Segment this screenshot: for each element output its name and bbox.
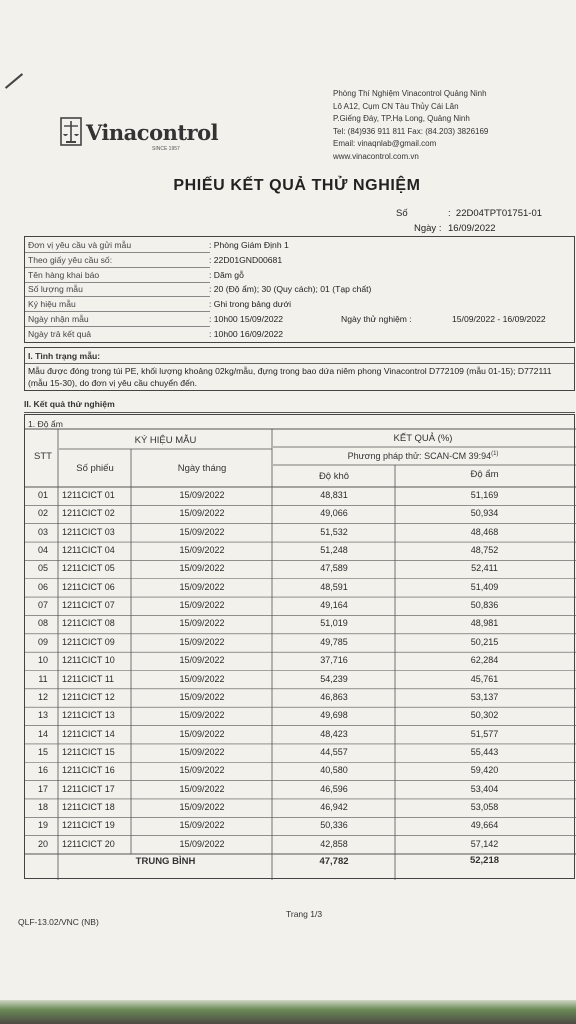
cell-kho: 50,336 — [320, 820, 348, 831]
cell-am: 52,411 — [471, 563, 498, 574]
cell-am: 53,404 — [470, 783, 499, 794]
cell-so: 1211CICT 18 — [62, 801, 115, 812]
cell-date: 15/09/2022 — [179, 563, 225, 574]
cell-kho: 49,698 — [320, 710, 348, 721]
cell-stt: 02 — [37, 508, 48, 519]
header-ky-hieu-mau: KÝ HIỆU MẪU — [134, 435, 197, 446]
cell-kho: 44,557 — [320, 746, 348, 757]
cell-kho: 49,164 — [320, 600, 348, 611]
info-value: : Ghi trong bảng dưới — [209, 299, 292, 309]
info-label: Ngày nhận mẫu — [28, 314, 89, 324]
form-code: QLF-13.02/VNC (NB) — [18, 917, 99, 927]
results-table — [24, 414, 575, 879]
cell-kho: 49,066 — [320, 508, 348, 519]
page-number: Trang 1/3 — [286, 909, 323, 919]
lab-address — [333, 88, 488, 164]
scales-icon — [58, 115, 86, 149]
info-value: : 10h00 15/09/2022 — [209, 314, 284, 324]
cell-am: 48,981 — [470, 618, 499, 629]
cell-stt: 16 — [37, 765, 48, 776]
cell-kho: 54,239 — [320, 673, 348, 684]
vinacontrol-logo — [58, 115, 219, 159]
logo-since: SINCE 1957 — [152, 146, 180, 152]
lab-address-line: Lô A12, Cụm CN Tàu Thủy Cái Lân — [333, 101, 459, 111]
cell-am: 53,058 — [470, 801, 499, 812]
info-label: Ngày trả kết quả — [28, 329, 92, 339]
cell-so: 1211CICT 14 — [62, 728, 115, 739]
sample-condition-heading: I. Tình trạng mẫu: — [28, 351, 101, 361]
cell-stt: 08 — [37, 618, 48, 629]
cell-date: 15/09/2022 — [179, 618, 225, 629]
moisture-subheading: 1. Độ ẩm — [28, 419, 63, 429]
ngay-label: Ngày : — [414, 223, 442, 234]
cell-am: 48,752 — [470, 545, 499, 556]
ngay-value: 16/09/2022 — [448, 223, 496, 234]
cell-am: 50,302 — [470, 710, 499, 721]
cell-date: 15/09/2022 — [179, 508, 225, 519]
lab-name: Phòng Thí Nghiệm Vinacontrol Quảng Ninh — [333, 89, 487, 98]
pen-mark — [5, 73, 23, 89]
cell-am: 45,761 — [470, 673, 499, 684]
cell-stt: 12 — [37, 691, 48, 702]
cell-stt: 19 — [37, 820, 48, 831]
test-date-value: 15/09/2022 - 16/09/2022 — [452, 314, 546, 324]
cell-kho: 51,532 — [320, 526, 348, 537]
average-do-kho: 47,782 — [319, 856, 349, 867]
cell-kho: 42,858 — [320, 838, 348, 849]
cell-am: 51,169 — [470, 490, 499, 500]
cell-date: 15/09/2022 — [179, 820, 225, 831]
info-label: Ký hiệu mẫu — [28, 299, 76, 309]
cell-date: 15/09/2022 — [179, 801, 225, 812]
results-heading: II. Kết quả thử nghiệm — [24, 399, 115, 409]
cell-so: 1211CICT 17 — [62, 783, 115, 794]
info-value: : 10h00 16/09/2022 — [209, 329, 284, 339]
cell-so: 1211CICT 07 — [62, 600, 115, 611]
info-value: : Phòng Giám Định 1 — [209, 240, 289, 250]
cell-date: 15/09/2022 — [179, 636, 225, 647]
header-do-am: Độ ẩm — [470, 469, 499, 480]
lab-website: www.vinacontrol.com.vn — [333, 151, 419, 161]
cell-date: 15/09/2022 — [179, 783, 225, 794]
cell-kho: 46,942 — [320, 801, 348, 812]
cell-so: 1211CICT 05 — [62, 563, 115, 574]
cell-date: 15/09/2022 — [179, 765, 225, 776]
info-row — [25, 298, 574, 311]
cell-so: 1211CICT 11 — [62, 673, 115, 684]
cell-stt: 11 — [38, 673, 48, 684]
cell-am: 49,664 — [470, 820, 499, 831]
info-label: Theo giấy yêu cầu số: — [28, 255, 113, 265]
cell-kho: 40,580 — [320, 765, 348, 776]
cell-am: 57,142 — [470, 838, 499, 849]
cell-am: 50,215 — [470, 636, 499, 647]
cell-kho: 49,785 — [320, 636, 348, 647]
cell-date: 15/09/2022 — [179, 691, 225, 702]
document-title: PHIẾU KẾT QUẢ THỬ NGHIỆM — [173, 177, 421, 194]
cell-so: 1211CICT 15 — [62, 746, 115, 757]
so-label: Số — [396, 208, 408, 219]
info-label: Số lượng mẫu — [28, 284, 83, 294]
cell-am: 59,420 — [470, 765, 499, 776]
cell-so: 1211CICT 04 — [62, 545, 115, 556]
info-row — [25, 328, 574, 341]
lab-city: P.Giếng Đáy, TP.Hạ Long, Quảng Ninh — [333, 114, 470, 124]
cell-date: 15/09/2022 — [179, 728, 225, 739]
cell-stt: 10 — [37, 655, 48, 666]
cell-so: 1211CICT 06 — [62, 581, 115, 592]
cell-stt: 13 — [37, 710, 48, 721]
cell-date: 15/09/2022 — [179, 673, 225, 684]
cell-stt: 17 — [37, 783, 48, 794]
cell-so: 1211CICT 01 — [62, 490, 115, 500]
cell-kho: 46,596 — [320, 783, 348, 794]
cell-kho: 51,248 — [320, 545, 348, 556]
sample-condition-text: Mẫu được đóng trong túi PE, khối lượng khoảng 02kg/mẫu, đựng trong bao dứa niêm phong Vinacontrol D772109 (mẫu 01-15); D772111 (mẫu 15-30), do đơn vị yêu cầu chuyển đến. — [28, 366, 552, 388]
cell-date: 15/09/2022 — [179, 746, 225, 757]
header-ngay-thang: Ngày tháng — [177, 463, 227, 474]
cell-date: 15/09/2022 — [179, 600, 225, 611]
cell-kho: 48,423 — [320, 728, 348, 739]
cell-so: 1211CICT 09 — [62, 636, 115, 647]
cell-am: 62,284 — [470, 655, 499, 666]
cell-am: 51,409 — [470, 581, 499, 592]
average-label: TRUNG BÌNH — [135, 856, 196, 867]
so-value: : 22D04TPT01751-01 — [448, 208, 543, 219]
cell-am: 48,468 — [470, 526, 499, 537]
cell-date: 15/09/2022 — [179, 490, 225, 500]
lab-phone: Tel: (84)936 911 811 Fax: (84.203) 3826169 — [333, 126, 489, 136]
cell-stt: 05 — [37, 563, 48, 574]
cell-date: 15/09/2022 — [179, 655, 225, 666]
cell-so: 1211CICT 12 — [62, 691, 115, 702]
cell-so: 1211CICT 10 — [62, 655, 115, 666]
header-so-phieu: Số phiếu — [76, 463, 114, 474]
cell-kho: 47,589 — [320, 563, 348, 574]
cell-date: 15/09/2022 — [179, 545, 225, 556]
info-value: : 22D01GND00681 — [209, 255, 283, 265]
cell-so: 1211CICT 16 — [62, 765, 115, 776]
info-label: Đơn vị yêu cầu và gửi mẫu — [28, 240, 132, 250]
cell-so: 1211CICT 20 — [62, 838, 115, 849]
average-do-am: 52,218 — [469, 855, 500, 866]
cell-so: 1211CICT 13 — [62, 710, 115, 721]
cell-am: 50,836 — [470, 600, 499, 611]
header-method: Phương pháp thử: SCAN-CM 39:94$^{(1)}$ — [347, 451, 499, 461]
logo-text: Vinacontrol — [86, 120, 219, 145]
cell-kho: 46,863 — [320, 691, 348, 702]
cell-stt: 18 — [37, 801, 48, 812]
info-row — [25, 313, 574, 326]
test-date-label: Ngày thử nghiệm : — [341, 314, 412, 324]
info-value: : 20 (Độ ẩm); 30 (Quy cách); 01 (Tạp chất) — [209, 284, 372, 294]
info-row — [25, 239, 574, 252]
cell-kho: 48,831 — [320, 490, 348, 500]
cell-so: 1211CICT 03 — [62, 526, 115, 537]
cell-am: 50,934 — [470, 508, 499, 519]
info-row — [25, 254, 574, 267]
header-stt: STT — [34, 451, 52, 462]
cell-date: 15/09/2022 — [179, 838, 225, 849]
sample-condition-section — [24, 347, 575, 391]
cell-stt: 07 — [37, 600, 48, 611]
header-ket-qua: KẾT QUẢ (%) — [393, 433, 453, 444]
cell-kho: 37,716 — [320, 655, 348, 666]
lab-email: Email: vinaqnlab@gmail.com — [333, 139, 437, 149]
cell-date: 15/09/2022 — [179, 710, 225, 721]
cell-stt: 04 — [37, 545, 48, 556]
cell-kho: 48,591 — [320, 581, 348, 592]
cell-date: 15/09/2022 — [179, 526, 225, 537]
cell-stt: 15 — [37, 746, 48, 757]
cell-stt: 01 — [37, 490, 48, 500]
cell-stt: 20 — [37, 838, 48, 849]
info-row — [25, 283, 574, 296]
cell-so: 1211CICT 02 — [62, 508, 115, 519]
cell-stt: 03 — [37, 526, 48, 537]
cell-date: 15/09/2022 — [179, 581, 225, 592]
sample-info-box — [24, 236, 575, 343]
cell-stt: 14 — [37, 728, 48, 739]
info-label: Tên hàng khai báo — [28, 270, 100, 280]
cell-am: 53,137 — [470, 691, 499, 702]
table-surface — [0, 1000, 576, 1024]
cell-so: 1211CICT 19 — [62, 820, 115, 831]
cell-stt: 09 — [37, 636, 48, 647]
cell-kho: 51,019 — [320, 618, 348, 629]
cell-so: 1211CICT 08 — [62, 618, 115, 629]
cell-am: 51,577 — [470, 728, 499, 739]
cell-am: 55,443 — [470, 746, 499, 757]
info-value: : Dăm gỗ — [209, 270, 244, 280]
cell-stt: 06 — [37, 581, 48, 592]
info-row — [25, 269, 574, 282]
header-do-kho: Độ khô — [318, 471, 350, 482]
